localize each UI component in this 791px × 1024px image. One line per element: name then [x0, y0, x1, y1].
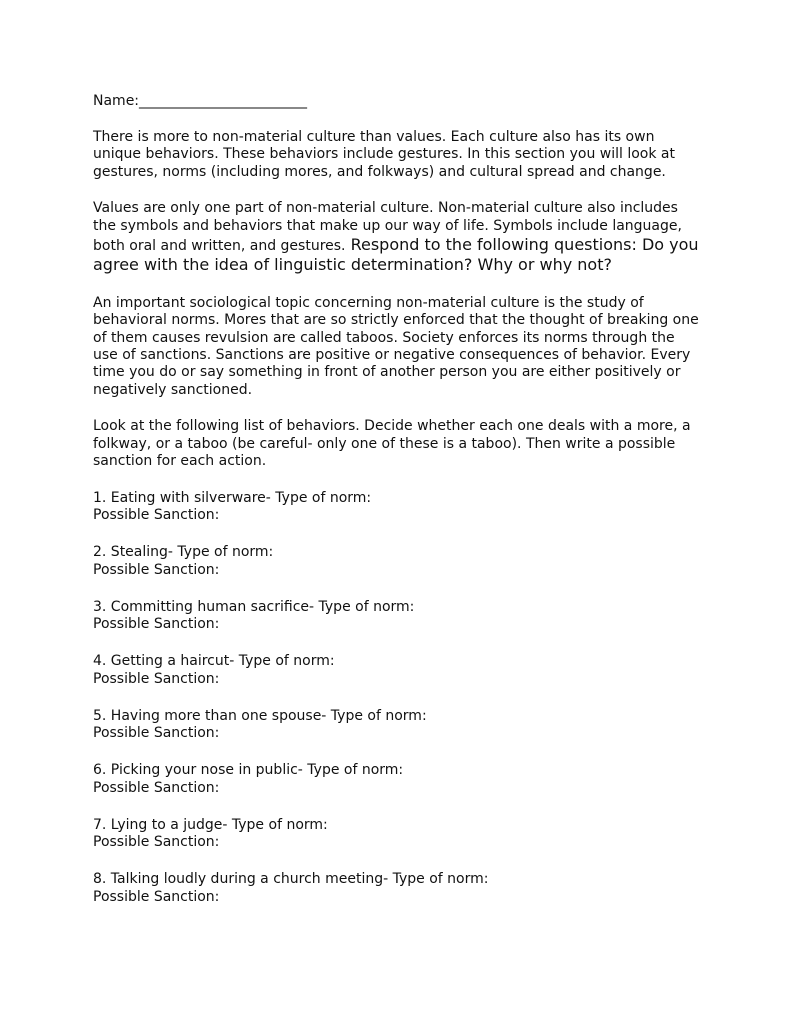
- item-sanction-label: Possible Sanction:: [93, 507, 220, 523]
- item-prompt: 5. Having more than one spouse- Type of norm:: [93, 707, 427, 724]
- item-prompt: 4. Getting a haircut- Type of norm:: [93, 653, 335, 669]
- item-sanction-label: Possible Sanction:: [93, 725, 220, 741]
- values-paragraph: [93, 200, 703, 276]
- instructions-paragraph: Look at the following list of behaviors. Decide whether each one deals with a more, a folkway, or a taboo (be careful- only one of these is a taboo). Then write a possible sanction for each action.: [93, 418, 691, 470]
- list-item: [93, 817, 703, 852]
- item-sanction-label: Possible Sanction:: [93, 888, 220, 905]
- list-item: [93, 599, 703, 634]
- item-prompt: 6. Picking your nose in public- Type of norm:: [93, 762, 404, 778]
- list-item: [93, 762, 703, 797]
- item-sanction-label: Possible Sanction:: [93, 779, 220, 796]
- question-prompt: Respond to the following questions: Do you agree with the idea of linguistic determination? Why or why not?: [93, 235, 699, 275]
- item-prompt: 3. Committing human sacrifice- Type of norm:: [93, 598, 415, 615]
- behavior-list: [93, 490, 703, 907]
- name-field-label: Name:________________________: [93, 93, 308, 109]
- item-prompt: 8. Talking loudly during a church meeting- Type of norm:: [93, 871, 489, 887]
- list-item: [93, 490, 703, 525]
- norms-paragraph: An important sociological topic concerning non-material culture is the study of behavioral norms. Mores that are so strictly enforced that the thought of breaking one of them causes revulsion are called taboos. Society enforces its norms through the use of sanctions. Sanctions are positive or negative consequences of behavior. Every time you do or say something in front of another person you are either positively or negatively sanctioned.: [93, 294, 699, 398]
- list-item: [93, 653, 703, 688]
- item-prompt: 7. Lying to a judge- Type of norm:: [93, 816, 328, 833]
- list-item: [93, 544, 703, 579]
- item-sanction-label: Possible Sanction:: [93, 616, 220, 632]
- worksheet-page: [93, 92, 703, 926]
- list-item: [93, 871, 703, 906]
- item-sanction-label: Possible Sanction:: [93, 561, 220, 578]
- list-item: [93, 708, 703, 743]
- values-text: Values are only one part of non-material culture. Non-material culture also includes the symbols and behaviors that make up our way of life. Symbols include language, both oral and written, and gestures.: [93, 200, 682, 255]
- item-prompt: 1. Eating with silverware- Type of norm:: [93, 489, 372, 506]
- item-sanction-label: Possible Sanction:: [93, 834, 220, 850]
- intro-paragraph: There is more to non-material culture than values. Each culture also has its own unique behaviors. These behaviors include gestures. In this section you will look at gestures, norms (including mores, and folkways) and cultural spread and change.: [93, 129, 675, 180]
- item-prompt: 2. Stealing- Type of norm:: [93, 544, 274, 560]
- item-sanction-label: Possible Sanction:: [93, 670, 220, 687]
